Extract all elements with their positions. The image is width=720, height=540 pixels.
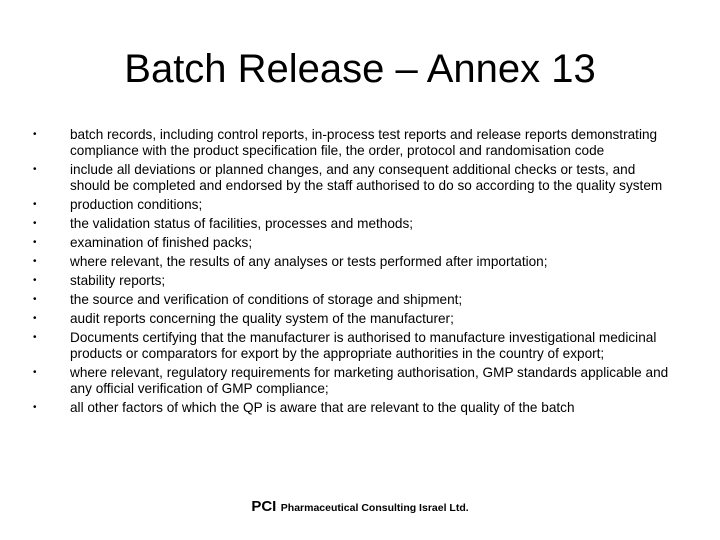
bullet-icon: • [33, 129, 37, 140]
bullet-icon: • [33, 313, 37, 325]
bullet-item [33, 127, 673, 159]
bullet-item [33, 273, 673, 289]
bullet-text: the validation status of facilities, processes and methods; [70, 215, 414, 231]
bullet-icon: • [33, 367, 37, 379]
bullet-text: audit reports concerning the quality system of the manufacturer; [70, 311, 454, 327]
bullet-item [33, 400, 673, 416]
bullet-text: include all deviations or planned changes, and any consequent additional checks or tests, and should be completed and endorsed by the staff authorised to do so according to the quality system [70, 161, 663, 193]
bullet-text: all other factors of which the QP is aware that are relevant to the quality of the batch [70, 400, 575, 416]
bullet-item [33, 365, 673, 397]
bullet-icon: • [33, 163, 37, 175]
bullet-item [33, 292, 673, 308]
bullet-icon: • [33, 332, 37, 344]
bullet-icon: • [33, 294, 37, 306]
footer-brand: PCI [251, 498, 277, 515]
bullet-text: batch records, including control reports, in-process test reports and release reports demonstrating compliance with the product specification file, the order, protocol and randomisation code [70, 127, 658, 158]
bullet-item [33, 311, 673, 327]
bullet-text: where relevant, regulatory requirements for marketing authorisation, GMP standards applicable and any official verification of GMP compliance; [70, 365, 669, 397]
slide-title: Batch Release – Annex 13 [124, 47, 596, 91]
bullet-text: examination of finished packs; [70, 234, 253, 250]
bullet-item [33, 216, 673, 232]
footer-company: Pharmaceutical Consulting Israel Ltd. [280, 502, 469, 514]
bullet-icon: • [33, 275, 37, 287]
bullet-item [33, 254, 673, 270]
bullet-icon: • [33, 236, 37, 248]
bullet-list [33, 127, 673, 419]
bullet-text: where relevant, the results of any analyses or tests performed after importation; [70, 254, 548, 270]
bullet-item [33, 162, 673, 194]
bullet-item [33, 197, 673, 213]
bullet-item [33, 235, 673, 251]
bullet-icon: • [33, 256, 37, 268]
bullet-icon: • [33, 217, 37, 229]
bullet-icon: • [33, 198, 37, 210]
bullet-text: stability reports; [70, 273, 166, 289]
bullet-text: the source and verification of conditions of storage and shipment; [70, 292, 463, 308]
footer [0, 498, 720, 516]
bullet-item [33, 330, 673, 362]
bullet-icon: • [33, 402, 37, 414]
bullet-text: Documents certifying that the manufacturer is authorised to manufacture investigational medicinal products or comparators for export by the appropriate authorities in the country of export; [70, 330, 657, 362]
bullet-text: production conditions; [70, 196, 203, 212]
